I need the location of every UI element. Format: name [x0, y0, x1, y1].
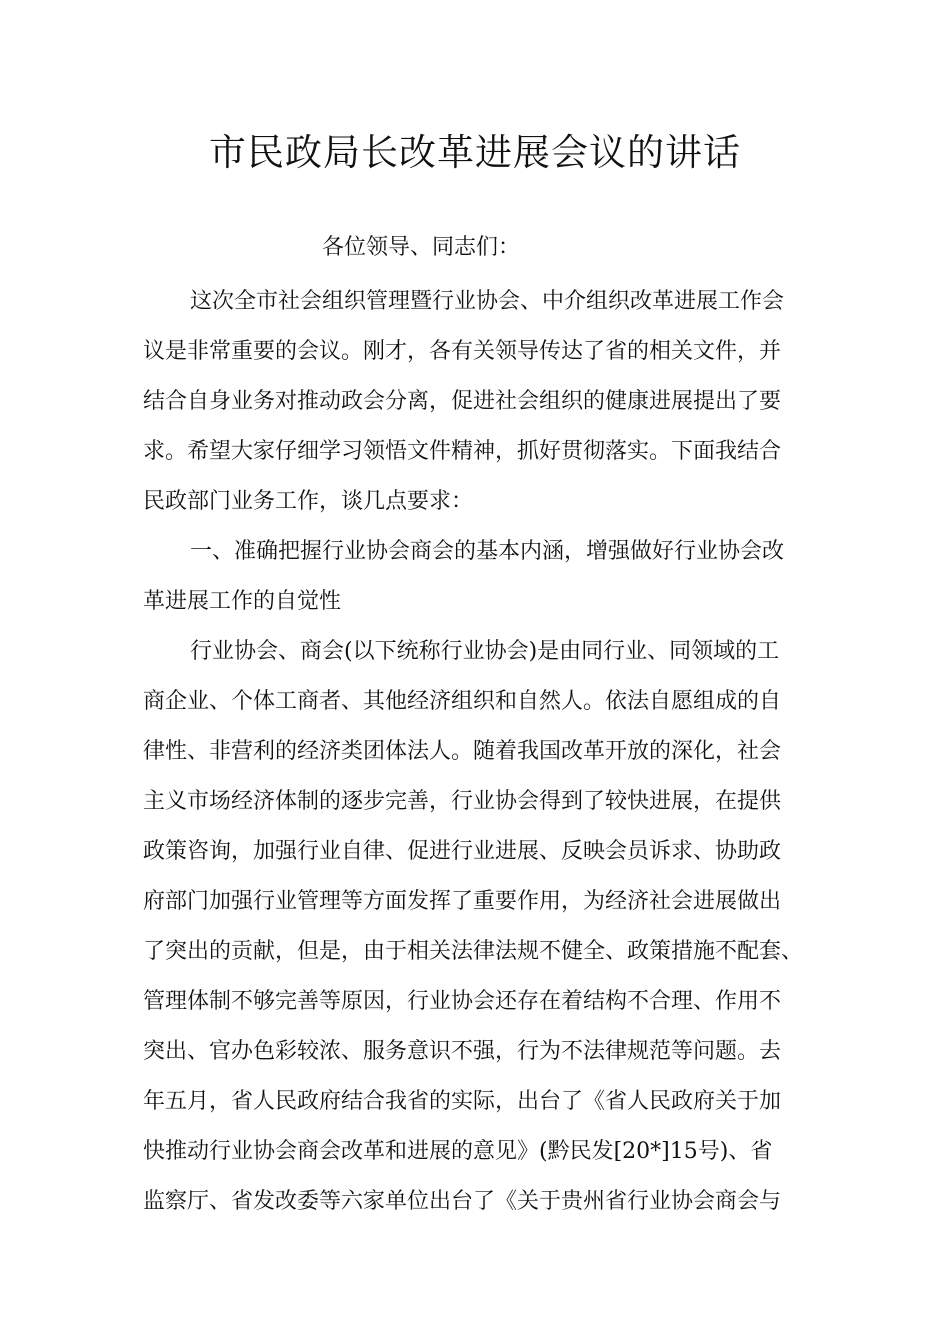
text-line: 这次全市社会组织管理暨行业协会、中介组织改革进展工作会 — [190, 289, 785, 314]
text-line: 府部门加强行业管理等方面发挥了重要作用，为经济社会进展做出 — [143, 889, 782, 914]
text-line: 管理体制不够完善等原因，行业协会还存在着结构不合理、作用不 — [143, 989, 782, 1014]
section-heading-line: 革进展工作的自觉性 — [143, 589, 342, 614]
text-line: 突出、官办色彩较浓、服务意识不强，行为不法律规范等问题。去 — [143, 1039, 782, 1064]
text-line: 快推动行业协会商会改革和进展的意见》(黔民发[20*]15号)、省 — [143, 1139, 773, 1164]
text-line: 求。希望大家仔细学习领悟文件精神，抓好贯彻落实。下面我结合 — [143, 439, 782, 464]
text-line: 主义市场经济体制的逐步完善，行业协会得到了较快进展，在提供 — [143, 789, 782, 814]
section-heading-line: 一、准确把握行业协会商会的基本内涵，增强做好行业协会改 — [190, 539, 785, 564]
text-line: 了突出的贡献，但是，由于相关法律法规不健全、政策措施不配套、 — [143, 939, 804, 964]
text-line: 民政部门业务工作，谈几点要求： — [143, 489, 474, 514]
text-line: 行业协会、商会(以下统称行业协会)是由同行业、同领域的工 — [190, 639, 780, 664]
text-line: 结合自身业务对推动政会分离，促进社会组织的健康进展提出了要 — [143, 389, 782, 414]
text-line: 政策咨询，加强行业自律、促进行业进展、反映会员诉求、协助政 — [143, 839, 782, 864]
text-line: 议是非常重要的会议。刚才，各有关领导传达了省的相关文件，并 — [143, 339, 782, 364]
text-line: 商企业、个体工商者、其他经济组织和自然人。依法自愿组成的自 — [143, 689, 782, 714]
text-line: 律性、非营利的经济类团体法人。随着我国改革开放的深化，社会 — [143, 739, 782, 764]
text-line: 年五月，省人民政府结合我省的实际，出台了《省人民政府关于加 — [143, 1089, 782, 1114]
text-line: 监察厅、省发改委等六家单位出台了《关于贵州省行业协会商会与 — [143, 1189, 782, 1214]
document-title: 市民政局长改革进展会议的讲话 — [209, 131, 741, 174]
salutation: 各位领导、同志们： — [322, 235, 521, 260]
